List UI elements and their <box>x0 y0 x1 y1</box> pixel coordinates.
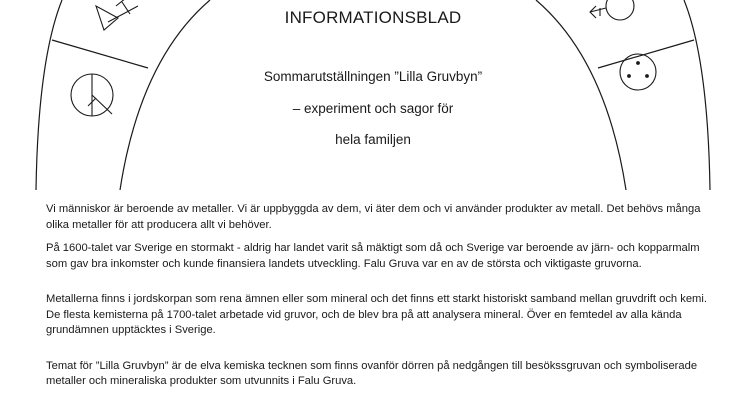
subtitle-line-3: hela familjen <box>335 132 411 147</box>
paragraph-3: Metallerna finns i jordskorpan som rena ämnen eller som mineral och det finns ett starkt historiskt samband mellan gruvdrift och kemi. De flesta kemisterna på 1700-talet arbetade vid gruvor, och de blev bra på att analysera mineral. Över en femtedel av alla kända grundämnen upptäcktes i Sverige. <box>46 293 707 336</box>
header <box>0 0 746 190</box>
paragraph-2: På 1600-talet var Sverige en stormakt - aldrig har landet varit så mäktigt som då och Sverige var beroende av järn- och kopparmalm som gav bra inkomster och kunde finansiera landets utveckling. Falu Gruva var en av de största och viktigaste gruvorna. <box>46 242 700 270</box>
paragraph-4: Temat för ”Lilla Gruvbyn” är de elva kemiska tecknen som finns ovanför dörren på nedgången till besökssgruvan och symboliserade metaller och mineraliska produkter som utvunnits i Falu Gruva. <box>46 359 698 387</box>
subtitle-line-2: – experiment och sagor för <box>292 101 454 116</box>
body-text <box>46 202 714 390</box>
subtitle-line-1: Sommarutställningen ”Lilla Gruvbyn” <box>263 69 483 84</box>
page-title: INFORMATIONSBLAD <box>284 8 462 27</box>
paragraph-1: Vi människor är beroende av metaller. Vi är uppbyggda av dem, vi äter dem och vi använder produkter av metall. Det behövs många olika metaller för att producera allt vi behöver. <box>46 203 701 231</box>
